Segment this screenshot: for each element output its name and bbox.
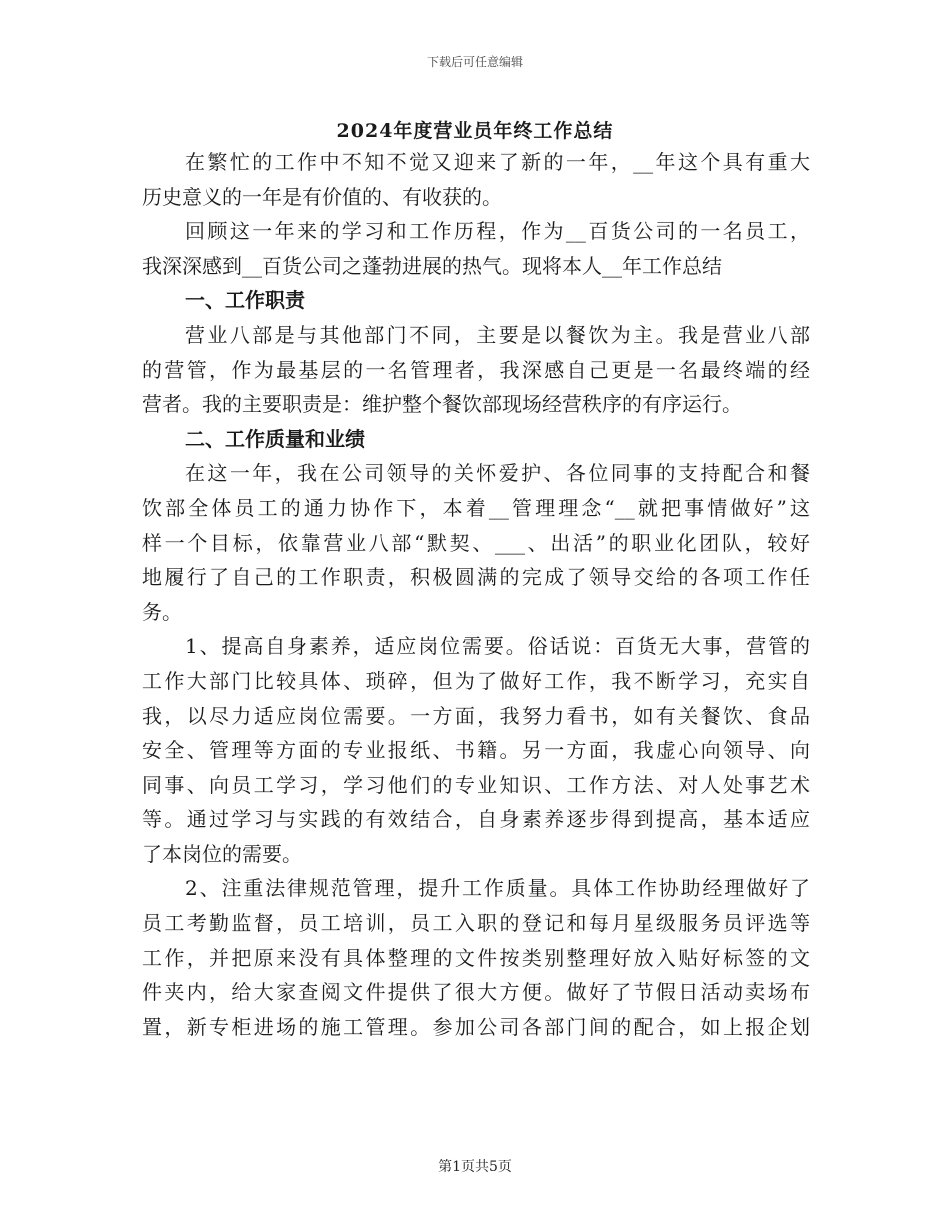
page-header-note: 下载后可任意编辑 xyxy=(426,55,523,69)
text-line: 等。通过学习与实践的有效结合，自身素养逐步得到提高，基本适应 xyxy=(142,807,810,832)
heading-text: 一、工作职责 xyxy=(185,288,305,313)
text-line: 同事、向员工学习，学习他们的专业知识、工作方法、对人处事艺术 xyxy=(142,772,810,797)
text-line: 地履行了自己的工作职责，积极圆满的完成了领导交给的各项工作任 xyxy=(142,565,810,590)
text-line: 2、注重法律规范管理，提升工作质量。具体工作协助经理做好了 xyxy=(185,876,810,901)
text-line: 回顾这一年来的学习和工作历程，作为__百货公司的一名员工， xyxy=(185,219,810,244)
text-line: 1、提高自身素养，适应岗位需要。俗话说：百货无大事，营管的 xyxy=(185,634,810,659)
text-line: 安全、管理等方面的专业报纸、书籍。另一方面，我虚心向领导、向 xyxy=(142,738,810,763)
document-body xyxy=(142,145,810,1044)
paragraph-performance xyxy=(142,456,810,629)
text-line: 营业八部是与其他部门不同，主要是以餐饮为主。我是营业八部 xyxy=(185,322,810,347)
paragraph-item-2 xyxy=(142,871,810,1044)
paragraph-review xyxy=(142,214,810,283)
text-line: 务。 xyxy=(142,599,182,624)
paragraph-item-1 xyxy=(142,629,810,871)
text-line: 工作大部门比较具体、琐碎，但为了做好工作，我不断学习，充实自 xyxy=(142,668,810,693)
section-heading-performance xyxy=(142,422,810,457)
text-line: 我深深感到__百货公司之蓬勃进展的热气。现将本人__年工作总结 xyxy=(142,253,722,278)
text-line: 历史意义的一年是有价值的、有收获的。 xyxy=(142,184,502,209)
text-line: 员工考勤监督，员工培训，员工入职的登记和每月星级服务员评选等 xyxy=(142,911,810,936)
text-line: 样一个目标，依靠营业八部“默契、___、出活”的职业化团队，较好 xyxy=(142,530,810,555)
text-line: 工作，并把原来没有具体整理的文件按类别整理好放入贴好标签的文 xyxy=(142,945,810,970)
text-line: 饮部全体员工的通力协作下，本着__管理理念“__就把事情做好”这 xyxy=(142,495,810,520)
text-line: 的营管，作为最基层的一名管理者，我深感自己更是一名最终端的经 xyxy=(142,357,810,382)
text-line: 我，以尽力适应岗位需要。一方面，我努力看书，如有关餐饮、食品 xyxy=(142,703,810,728)
page-footer-number: 第1页共5页 xyxy=(438,1159,512,1175)
text-line: 在这一年，我在公司领导的关怀爱护、各位同事的支持配合和餐 xyxy=(185,461,810,486)
section-heading-duties xyxy=(142,283,810,318)
text-line: 置，新专柜进场的施工管理。参加公司各部门间的配合，如上报企划 xyxy=(142,1014,810,1039)
paragraph-duties xyxy=(142,318,810,422)
text-line: 在繁忙的工作中不知不觉又迎来了新的一年，__年这个具有重大 xyxy=(185,150,810,174)
paragraph-intro xyxy=(142,145,810,214)
text-line: 了本岗位的需要。 xyxy=(142,841,302,866)
document-title: 2024年度营业员年终工作总结 xyxy=(336,120,614,142)
text-line: 营者。我的主要职责是：维护整个餐饮部现场经营秩序的有序运行。 xyxy=(142,392,742,417)
text-line: 件夹内，给大家查阅文件提供了很大方便。做好了节假日活动卖场布 xyxy=(142,980,810,1005)
heading-text: 二、工作质量和业绩 xyxy=(185,426,365,451)
